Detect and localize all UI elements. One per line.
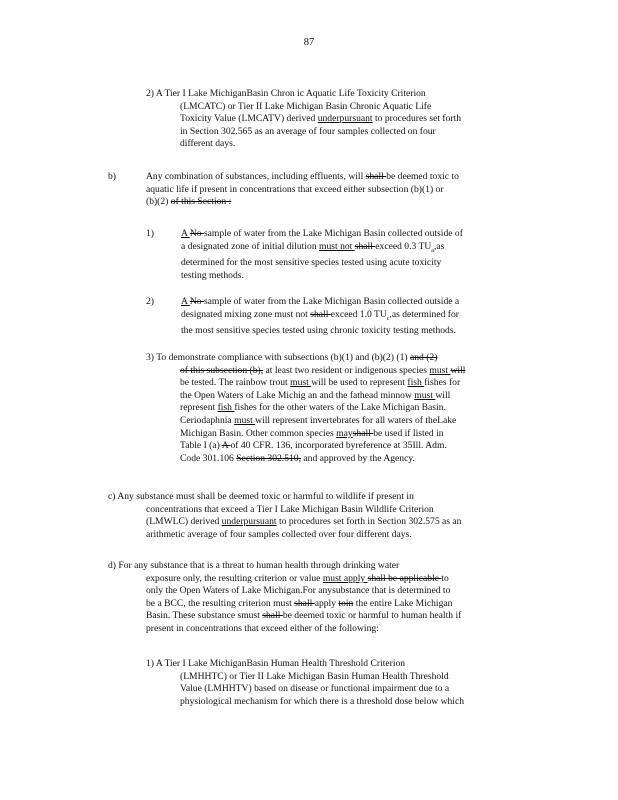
page-number: 87 <box>303 37 315 48</box>
paragraph-d <box>108 560 461 636</box>
text-line: the most sensitive species tested using chronic toxicity testing methods. <box>181 325 456 337</box>
text-line: the Open Waters of Lake Michig an and the fathead minnow must will <box>180 389 451 401</box>
text-line: Michigan Basin. Other common species mayshall be used if listed in <box>180 427 444 439</box>
paragraph-d1 <box>146 658 464 708</box>
text-line: determined for the most sensitive species tested using acute toxicity <box>181 257 442 269</box>
paragraph-label-b1: 1) <box>146 228 154 239</box>
text-line: (LMCATC) or Tier II Lake Michigan Basin Chronic Aquatic Life <box>180 100 432 112</box>
paragraph-b1 <box>181 228 463 282</box>
text-line: testing methods. <box>181 269 244 281</box>
text-line: be tested. The rainbow trout must will be used to represent fish fishes for <box>180 377 461 389</box>
text-line: of this subsection (b), at least two resident or indigenous species must will <box>180 364 466 376</box>
paragraph-b3 <box>146 352 465 465</box>
text-line: 3) To demonstrate compliance with subsections (b)(1) and (b)(2) (1) and (2) <box>146 352 438 363</box>
text-line: d) For any substance that is a threat to human health through drinking water <box>108 560 400 571</box>
text-line: designated mixing zone must not shall exceed 1.0 $TU_c,as$ determined for <box>181 308 459 322</box>
text-line: 1) A Tier I Lake MichiganBasin Human Health Threshold Criterion <box>146 658 406 669</box>
text-line: (LMWLC) derived underpursuant to procedures set forth in Section 302.575 as an <box>146 516 462 528</box>
text-line: exposure only, the resulting criterion or value must apply shall be applicable to <box>146 572 449 584</box>
text-line: aquatic life if present in concentrations that exceed either subsection (b)(1) or <box>146 183 444 195</box>
text-line: physiological mechanism for which there is a threshold dose below which <box>180 695 465 707</box>
text-line: represent fish fishes for the other waters of the Lake Michigan Basin. <box>180 402 446 414</box>
text-line: Ceriodaphnia must will represent invertebrates for all waters of theLake <box>180 414 457 426</box>
text-line: in Section 302.565 as an average of four samples collected on four <box>180 125 436 137</box>
text-line: A No sample of water from the Lake Michigan Basin collected outside of <box>181 228 463 239</box>
text-line: concentrations that exceed a Tier I Lake Michigan Basin Wildlife Criterion <box>146 503 434 515</box>
paragraph-b <box>146 171 459 209</box>
text-line: arithmetic average of four samples collected over four different days. <box>146 528 412 540</box>
text-line: A No sample of water from the Lake Michigan Basin collected outside a <box>181 296 460 307</box>
paragraph-c <box>108 491 461 541</box>
text-line: only the Open Waters of Lake Michigan.For anysubstance that is determined to <box>146 585 451 597</box>
text-line: Table I (a) A of 40 CFR. 136, incorporated byreference at 35Ill. Adm. <box>180 440 447 452</box>
text-line: (b)(2) of this Section : <box>146 196 232 208</box>
paragraph-a2 <box>146 88 461 151</box>
text-line: be a BCC, the resulting criterion must shall apply toin the entire Lake Michigan <box>146 597 453 609</box>
text-line: Any combination of substances, including effluents, will shall be deemed toxic to <box>146 171 459 182</box>
paragraph-b2 <box>181 296 459 338</box>
text-line: c) Any substance must shall be deemed toxic or harmful to wildlife if present in <box>108 491 414 502</box>
text-line: 2) A Tier I Lake MichiganBasin Chron ic Aquatic Life Toxicity Criterion <box>146 88 426 99</box>
text-line: Value (LMHHTV) based on disease or functional impairment due to a <box>180 683 450 695</box>
paragraph-label-b2: 2) <box>146 296 154 307</box>
text-line: (LMHHTC) or Tier II Lake Michigan Basin Human Health Threshold <box>180 670 449 682</box>
text-line: Code 301.106 Section 302.510, and approved by the Agency. <box>180 452 415 464</box>
paragraph-label-b: b) <box>108 171 116 182</box>
text-line: present in concentrations that exceed either of the following: <box>146 622 379 634</box>
text-line: different days. <box>180 138 236 150</box>
text-line: a designated zone of initial dilution must not shall exceed 0.3 $TU_a,as$ <box>181 240 445 254</box>
text-line: Toxicity Value (LMCATV) derived underpursuant to procedures set forth <box>180 113 462 125</box>
text-line: Basin. These substance smust shall be deemed toxic or harmful to human health if <box>146 610 462 622</box>
